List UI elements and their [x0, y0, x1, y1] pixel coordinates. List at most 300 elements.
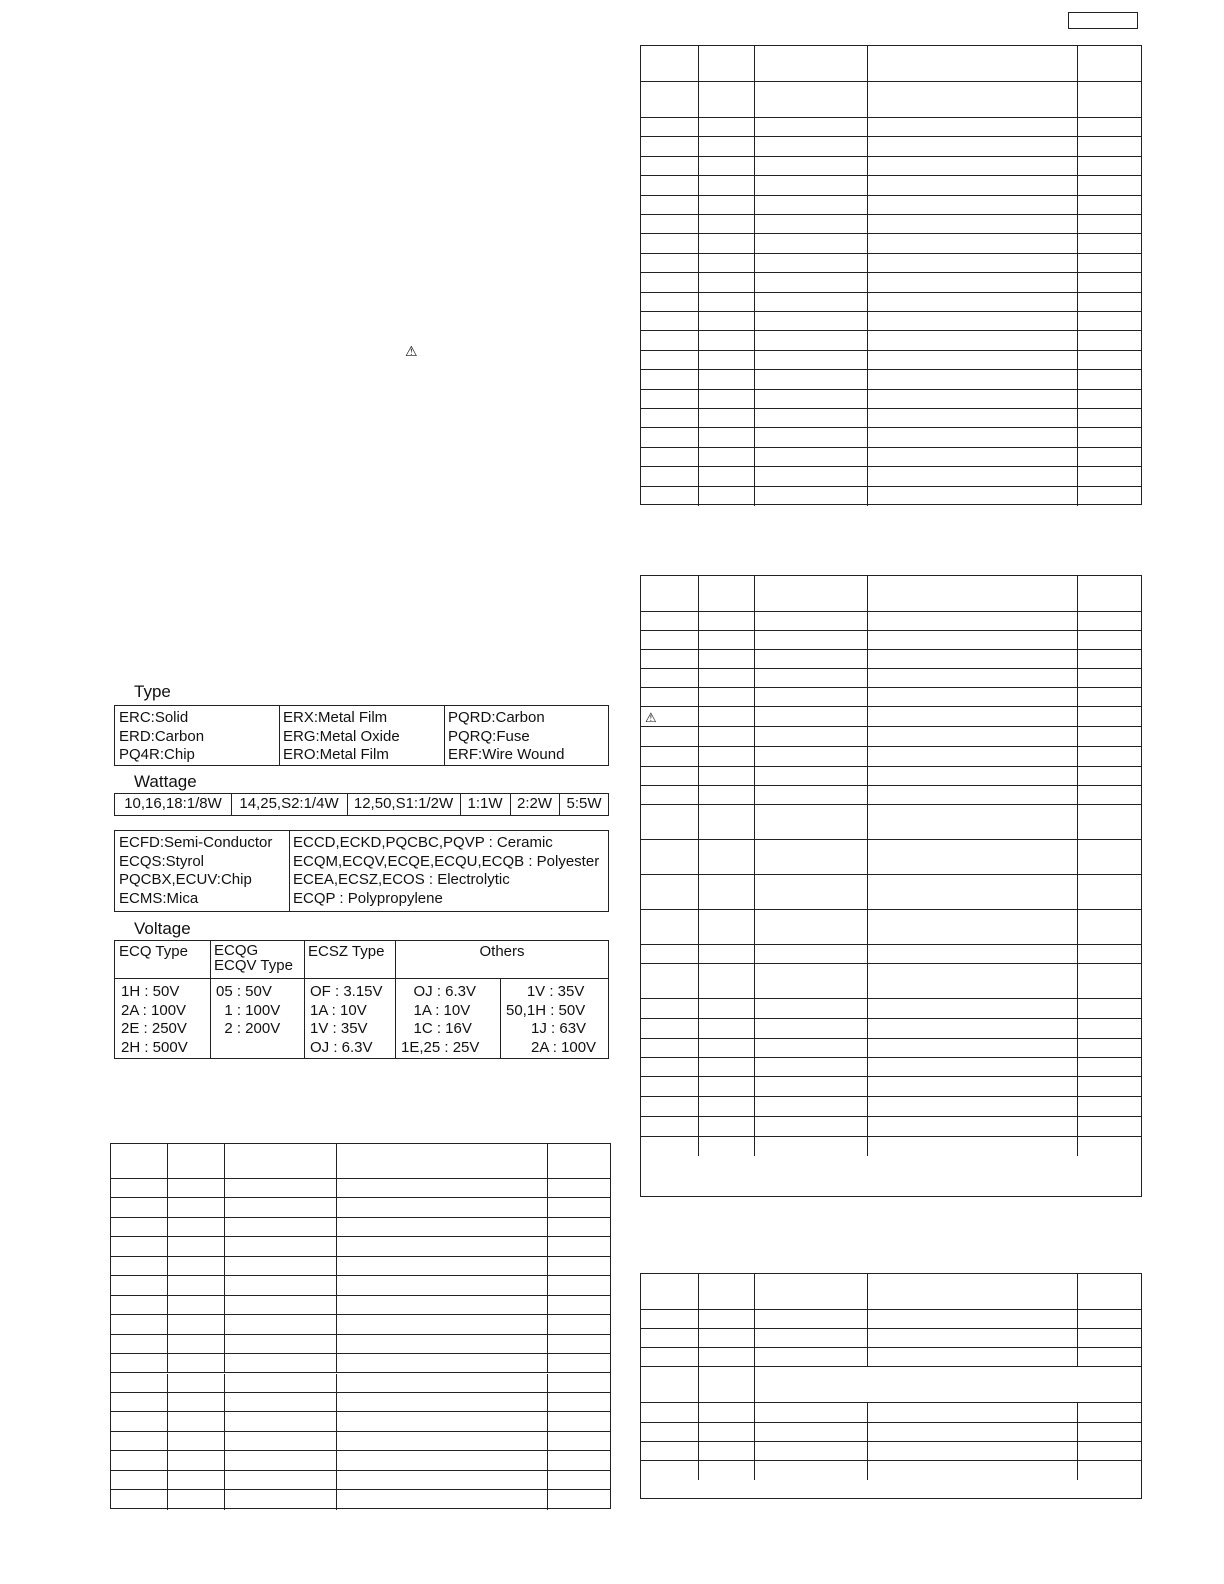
table-cell [1077, 747, 1144, 767]
table-row [641, 1423, 1141, 1442]
table-cell [641, 487, 698, 506]
wattage-cell: 2:2W [516, 795, 552, 813]
table-cell [224, 1451, 337, 1470]
table-row [641, 293, 1141, 312]
table-cell [641, 999, 698, 1019]
table-cell [867, 487, 1078, 506]
table-row [641, 805, 1141, 840]
table-cell [867, 1117, 1078, 1137]
table-cell [698, 964, 755, 999]
table-cell [224, 1179, 337, 1198]
table-cell [698, 999, 755, 1019]
table-cell [754, 1058, 868, 1077]
table-cell [698, 612, 755, 631]
table-cell [754, 428, 868, 447]
table-row [641, 331, 1141, 350]
table-cell [111, 1451, 167, 1470]
table-cell [111, 1354, 167, 1373]
table-cell [641, 1310, 698, 1329]
table-cell [1077, 1423, 1144, 1442]
table-cell [547, 1179, 613, 1198]
table-cell [1077, 273, 1144, 292]
table-cell [698, 1461, 755, 1480]
table-cell [167, 1451, 225, 1470]
table-cell [111, 1179, 167, 1198]
table-cell [641, 1367, 698, 1403]
table-row [641, 1274, 1141, 1310]
table-cell [867, 1058, 1078, 1077]
table-cell [224, 1412, 337, 1431]
table-cell [698, 370, 755, 389]
table-row [641, 196, 1141, 215]
table-cell [754, 576, 868, 612]
table-cell [754, 46, 868, 82]
table-cell [754, 688, 868, 707]
table-cell [336, 1335, 548, 1354]
table-cell [1077, 1310, 1144, 1329]
table-cell [867, 118, 1078, 137]
table-cell [641, 46, 698, 82]
table-cell [641, 727, 698, 747]
table-row [641, 1442, 1141, 1461]
table-cell [641, 351, 698, 370]
table-cell [111, 1237, 167, 1256]
capacitor-type-table [114, 830, 609, 912]
table-cell [1077, 964, 1144, 999]
table-cell [867, 273, 1078, 292]
table-cell [1077, 254, 1144, 273]
table-cell [167, 1276, 225, 1295]
table-cell [336, 1451, 548, 1470]
wattage-cell: 1:1W [467, 795, 503, 813]
table-row [641, 767, 1141, 786]
table-cell [1077, 390, 1144, 409]
table-cell [867, 1039, 1078, 1058]
voltage-table [114, 940, 609, 1059]
table-row [111, 1257, 610, 1276]
voltage-cell: 1H : 50V 2A : 100V 2E : 250V 2H : 500V [121, 983, 188, 1056]
table-cell [754, 1461, 868, 1480]
table-cell [698, 215, 755, 234]
table-cell [754, 467, 868, 486]
table-row [641, 840, 1141, 875]
table-cell [167, 1393, 225, 1412]
table-cell [224, 1198, 337, 1217]
table-cell [698, 1310, 755, 1329]
table-cell [698, 707, 755, 727]
table-row [641, 157, 1141, 176]
table-cell [641, 331, 698, 350]
wattage-table [114, 793, 609, 816]
table-cell [698, 176, 755, 195]
table-cell [754, 370, 868, 389]
table-cell [167, 1374, 225, 1393]
table-cell [336, 1296, 548, 1315]
wattage-cell: 12,50,S1:1/2W [353, 795, 454, 813]
table-row [641, 487, 1141, 506]
table-cell [754, 312, 868, 331]
table-cell [547, 1354, 613, 1373]
table-cell [754, 1310, 868, 1329]
table-cell [111, 1412, 167, 1431]
table-row [641, 312, 1141, 331]
table-cell [867, 805, 1078, 840]
table-cell [698, 254, 755, 273]
table-cell [641, 688, 698, 707]
table-cell [111, 1276, 167, 1295]
warning-icon: ⚠ [405, 343, 418, 359]
table-cell [111, 1374, 167, 1393]
table-row [111, 1218, 610, 1237]
table-cell [641, 448, 698, 467]
table-row [641, 215, 1141, 234]
table-row [641, 688, 1141, 707]
table-cell [754, 293, 868, 312]
table-cell [167, 1198, 225, 1217]
table-cell [867, 254, 1078, 273]
table-cell [754, 448, 868, 467]
table-cell [1077, 999, 1144, 1019]
table-row [641, 390, 1141, 409]
table-row [641, 631, 1141, 650]
table-cell [698, 331, 755, 350]
table-row [111, 1412, 610, 1431]
table-cell [1077, 612, 1144, 631]
table-row [641, 46, 1141, 82]
table-cell [698, 669, 755, 688]
table-cell [336, 1374, 548, 1393]
table-row [641, 254, 1141, 273]
table-cell [1077, 840, 1144, 875]
table-cell [754, 707, 868, 727]
table-cell [167, 1296, 225, 1315]
table-cell [641, 964, 698, 999]
table-cell [547, 1315, 613, 1334]
table-cell [867, 688, 1078, 707]
table-cell [167, 1179, 225, 1198]
table-cell [167, 1412, 225, 1431]
table-cell [1077, 448, 1144, 467]
table-cell [1077, 1403, 1144, 1423]
table-row [111, 1237, 610, 1256]
table-cell [1077, 1329, 1144, 1348]
table-cell [698, 1423, 755, 1442]
table-cell [111, 1335, 167, 1354]
table-cell [754, 1329, 868, 1348]
table-cell [754, 1077, 868, 1097]
table-cell [867, 786, 1078, 805]
table-row [641, 351, 1141, 370]
table-cell [867, 1403, 1078, 1423]
table-row [111, 1471, 610, 1490]
table-cell [1077, 46, 1144, 82]
table-cell [1077, 196, 1144, 215]
table-cell [547, 1257, 613, 1276]
table-row [641, 1403, 1141, 1423]
table-cell [867, 234, 1078, 253]
table-cell [641, 631, 698, 650]
table-cell [754, 273, 868, 292]
table-cell [547, 1144, 613, 1179]
table-cell [547, 1432, 613, 1451]
table-cell [641, 234, 698, 253]
table-cell [867, 707, 1078, 727]
table-cell [754, 351, 868, 370]
table-cell [1077, 727, 1144, 747]
table-row [641, 448, 1141, 467]
table-cell [336, 1198, 548, 1217]
table-cell [641, 1097, 698, 1117]
table-cell [167, 1144, 225, 1179]
table-cell [1077, 1097, 1144, 1117]
table-cell [754, 1117, 868, 1137]
table-cell [641, 137, 698, 156]
table-cell [641, 1442, 698, 1461]
table-cell [698, 1367, 755, 1403]
table-row [111, 1374, 610, 1393]
table-row [641, 999, 1141, 1019]
table-cell [336, 1144, 548, 1179]
table-cell [698, 875, 755, 910]
table-cell [754, 669, 868, 688]
table-row [641, 137, 1141, 156]
table-cell [641, 196, 698, 215]
table-cell [698, 650, 755, 669]
table-row [641, 370, 1141, 389]
table-row [641, 118, 1141, 137]
table-row [641, 1077, 1141, 1097]
table-cell [1077, 312, 1144, 331]
table-cell [336, 1218, 548, 1237]
table-cell [754, 840, 868, 875]
table-cell [867, 157, 1078, 176]
parts-table [640, 45, 1142, 505]
table-cell [754, 82, 868, 118]
table-cell [111, 1257, 167, 1276]
table-row [111, 1296, 610, 1315]
table-cell [867, 964, 1078, 999]
table-cell [1077, 688, 1144, 707]
table-cell [754, 786, 868, 805]
table-cell [754, 157, 868, 176]
table-cell [224, 1276, 337, 1295]
table-cell [867, 840, 1078, 875]
table-row [641, 669, 1141, 688]
table-cell [111, 1490, 167, 1509]
table-cell [1077, 1442, 1144, 1461]
table-cell [754, 215, 868, 234]
parts-table [640, 575, 1142, 1197]
type-cell: PQRD:Carbon PQRQ:Fuse ERF:Wire Wound [448, 709, 565, 763]
table-row [111, 1335, 610, 1354]
type-table [114, 705, 609, 766]
table-cell [867, 293, 1078, 312]
table-row [641, 650, 1141, 669]
table-cell [641, 215, 698, 234]
table-cell [641, 1058, 698, 1077]
table-row [641, 945, 1141, 964]
table-cell [547, 1412, 613, 1431]
table-cell [547, 1335, 613, 1354]
table-cell [224, 1296, 337, 1315]
parts-table [110, 1143, 611, 1509]
table-cell [1077, 669, 1144, 688]
table-cell [698, 312, 755, 331]
table-cell [1077, 1058, 1144, 1077]
table-cell [754, 1039, 868, 1058]
table-cell [336, 1432, 548, 1451]
table-cell [1077, 1461, 1144, 1480]
table-cell [641, 176, 698, 195]
table-cell [641, 1461, 698, 1480]
table-cell [547, 1393, 613, 1412]
table-cell [698, 631, 755, 650]
table-cell [224, 1335, 337, 1354]
wattage-cell: 5:5W [566, 795, 602, 813]
table-cell [867, 409, 1078, 428]
table-cell [167, 1432, 225, 1451]
table-cell [224, 1432, 337, 1451]
table-cell [698, 1329, 755, 1348]
table-cell [867, 428, 1078, 447]
table-row [641, 1348, 1141, 1367]
table-cell [754, 747, 868, 767]
table-cell [224, 1393, 337, 1412]
table-cell [867, 176, 1078, 195]
table-row [641, 875, 1141, 910]
table-cell [167, 1237, 225, 1256]
table-row [641, 82, 1141, 118]
table-cell [867, 576, 1078, 612]
table-cell [754, 650, 868, 669]
table-cell [698, 273, 755, 292]
type-cell: ERX:Metal Film ERG:Metal Oxide ERO:Metal Film [283, 709, 400, 763]
table-row [641, 1117, 1141, 1137]
table-cell [1077, 176, 1144, 195]
table-cell [641, 650, 698, 669]
table-cell [698, 46, 755, 82]
table-cell [1077, 428, 1144, 447]
table-cell [641, 370, 698, 389]
table-cell [641, 840, 698, 875]
wattage-cell: 14,25,S2:1/4W [239, 795, 339, 813]
table-cell [641, 767, 698, 786]
table-cell [641, 669, 698, 688]
table-cell [754, 875, 868, 910]
table-cell [641, 945, 698, 964]
table-cell [641, 254, 698, 273]
table-cell [754, 1348, 868, 1367]
table-cell [547, 1471, 613, 1490]
table-row [641, 964, 1141, 999]
table-cell [867, 467, 1078, 486]
table-cell [698, 1058, 755, 1077]
table-cell [111, 1393, 167, 1412]
table-cell [167, 1218, 225, 1237]
table-cell [867, 767, 1078, 786]
table-row [641, 176, 1141, 195]
table-cell [641, 1039, 698, 1058]
wattage-cell: 10,16,18:1/8W [124, 795, 222, 813]
table-cell [224, 1490, 337, 1509]
table-cell [698, 351, 755, 370]
table-cell [754, 1403, 868, 1423]
table-row [641, 1039, 1141, 1058]
table-row [641, 1310, 1141, 1329]
table-cell [754, 910, 868, 945]
voltage-header: ECSZ Type [308, 943, 385, 960]
table-row [641, 727, 1141, 747]
table-cell [1077, 370, 1144, 389]
table-cell [867, 945, 1078, 964]
table-cell [698, 448, 755, 467]
table-cell [698, 428, 755, 447]
table-cell [1077, 631, 1144, 650]
table-cell [698, 1274, 755, 1310]
table-cell [336, 1276, 548, 1295]
table-cell [1077, 118, 1144, 137]
table-cell [754, 1274, 868, 1310]
table-cell [641, 390, 698, 409]
type-cell: ERC:Solid ERD:Carbon PQ4R:Chip [119, 709, 205, 763]
table-cell [1077, 1274, 1144, 1310]
table-cell [1077, 650, 1144, 669]
voltage-header: ECQG ECQV Type [214, 942, 293, 974]
table-cell [641, 1329, 698, 1348]
table-cell [547, 1451, 613, 1470]
table-cell [1077, 215, 1144, 234]
table-cell [698, 747, 755, 767]
table-row [641, 409, 1141, 428]
table-cell [754, 1367, 1141, 1403]
table-cell [224, 1471, 337, 1490]
voltage-cell: OF : 3.15V 1A : 10V 1V : 35V OJ : 6.3V [310, 983, 383, 1056]
table-cell [1077, 157, 1144, 176]
table-cell [867, 1329, 1078, 1348]
table-cell [641, 312, 698, 331]
table-cell [867, 1137, 1078, 1156]
table-cell [867, 390, 1078, 409]
table-cell [754, 196, 868, 215]
table-cell [867, 1461, 1078, 1480]
table-cell [698, 1348, 755, 1367]
table-row [641, 612, 1141, 631]
table-cell [1077, 786, 1144, 805]
table-cell [698, 576, 755, 612]
table-cell [547, 1276, 613, 1295]
table-cell [754, 1137, 868, 1156]
table-row [641, 1019, 1141, 1039]
table-cell [698, 910, 755, 945]
capacitor-type-cell: ECFD:Semi-Conductor ECQS:Styrol PQCBX,ECUV:Chip ECMS:Mica [119, 834, 273, 907]
table-row [641, 428, 1141, 447]
table-cell [867, 1310, 1078, 1329]
table-cell [754, 1097, 868, 1117]
table-cell [1077, 1117, 1144, 1137]
table-row [111, 1144, 610, 1179]
table-cell [698, 1097, 755, 1117]
table-cell [111, 1471, 167, 1490]
table-cell [867, 82, 1078, 118]
table-cell [224, 1237, 337, 1256]
table-cell [1077, 351, 1144, 370]
voltage-cell: 1V : 35V 50,1H : 50V 1J : 63V 2A : 100V [506, 983, 597, 1056]
table-cell [698, 137, 755, 156]
table-cell [867, 910, 1078, 945]
voltage-title: Voltage [134, 919, 191, 938]
table-cell [641, 612, 698, 631]
table-cell [698, 1019, 755, 1039]
